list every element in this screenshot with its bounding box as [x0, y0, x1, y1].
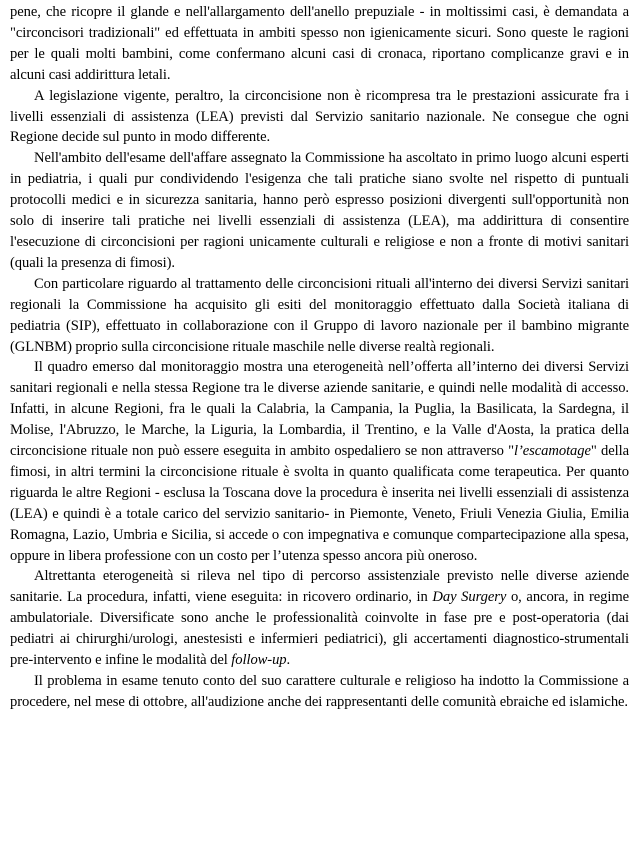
- paragraph-text: Nell'ambito dell'esame dell'affare assegnato la Commissione ha ascoltato in primo luogo alcuni esperti in pediatria, i quali pur condividendo l'esigenza che tali pratiche siano svolte nel rispetto di puntuali protocolli medici e in sicurezza sanitaria, hanno però espresso posizioni divergenti sull'opportunità non solo di inserire tali pratiche nei livelli essenziali di assistenza (LEA), ma addirittura di consentire l'esecuzione di circoncisioni per ragioni unicamente culturali e religiose e non a fronte di motivi sanitari (quali la presenza di fimosi).: [10, 150, 629, 271]
- paragraph-text: o, ancora, in regime ambulatoriale. Diversificate sono anche le professionalità coinvolte in fase pre e post-operatoria (dai pediatri ai chirurghi/urologi, anestesisti e infermieri pediatrici), gli accertamenti diagnostico-strumentali pre-intervento e infine le modalità del: [10, 589, 629, 669]
- italic-term: follow-up: [231, 652, 287, 669]
- paragraph-text: " della fimosi, in altri termini la circoncisione rituale è svolta in quanto qualificata come terapeutica. Per quanto riguarda le altre Regioni - esclusa la Toscana dove la procedura è inserita nei livelli essenziali di assistenza (LEA) e quindi è a totale carico del servizio sanitario- in Piemonte, Veneto, Friuli Venezia Giulia, Emilia Romagna, Lazio, Umbria e Sicilia, si accede o con impegnativa e comunque compartecipazione alla spesa, oppure in libera professione con un costo per l’utenza spesso ancora più oneroso.: [10, 443, 629, 564]
- paragraph-care-pathways: [10, 566, 629, 671]
- paragraph-lea-legislation: [10, 86, 629, 149]
- paragraph-pediatric-experts: [10, 148, 629, 273]
- paragraph-continuation: [10, 2, 629, 86]
- paragraph-text: Con particolare riguardo al trattamento delle circoncisioni rituali all'interno dei diversi Servizi sanitari regionali la Commissione ha acquisito gli esiti del monitoraggio effettuato dalla Società italiana di pediatria (SIP), effettuato in collaborazione con il Gruppo di lavoro nazionale per il bambino migrante (GLNBM) proprio sulla circoncisione rituale maschile nelle diverse realtà regionali.: [10, 275, 629, 355]
- paragraph-text: A legislazione vigente, peraltro, la circoncisione non è ricompresa tra le prestazioni assicurate fra i livelli essenziali di assistenza (LEA) previsti dal Servizio sanitario nazionale. Ne consegue che ogni Regione decide sul punto in modo differente.: [10, 87, 629, 146]
- paragraph-text: Altrettanta eterogeneità si rileva nel tipo di percorso assistenziale previsto nelle diverse aziende sanitarie. La procedura, infatti, viene eseguita: in ricovero ordinario, in: [10, 568, 629, 606]
- paragraph-text: pene, che ricopre il glande e nell'allargamento dell'anello prepuziale - in moltissimi casi, è demandata a "circoncisori tradizionali" ed effettuata in ambiti spesso non igienicamente sicuri. Sono queste le ragioni per le quali molti bambini, come confermano alcuni casi di cronaca, riportano complicanze gravi e in alcuni casi addirittura letali.: [10, 4, 629, 83]
- paragraph-text: Il problema in esame tenuto conto del suo carattere culturale e religioso ha indotto la Commissione a procedere, nel mese di ottobre, all'audizione anche dei rappresentanti delle comunità ebraiche ed islamiche.: [10, 673, 629, 710]
- paragraph-sip-monitoring: [10, 274, 629, 358]
- italic-term: Day Surgery: [432, 589, 507, 606]
- paragraph-text: Il quadro emerso dal monitoraggio mostra una eterogeneità nell’offerta all’interno dei diversi Servizi sanitari regionali e nella stessa Regione tra le diverse aziende sanitarie, e quindi nelle modalità di accesso. Infatti, in alcune Regioni, fra le quali la Calabria, la Campania, la Puglia, la Basilicata, la Sardegna, il Molise, l'Abruzzo, le Marche, la Liguria, la Lombardia, il Trentino, e la Valle d'Aosta, la pratica della circoncisione rituale non può essere eseguita in ambito ospedaliero se non attraverso ": [10, 359, 629, 460]
- paragraph-regional-heterogeneity: [10, 357, 629, 566]
- italic-term: l’escamotage: [514, 443, 591, 460]
- paragraph-hearing-communities: [10, 671, 629, 713]
- paragraph-text: .: [286, 652, 291, 669]
- document-page: [10, 2, 629, 713]
